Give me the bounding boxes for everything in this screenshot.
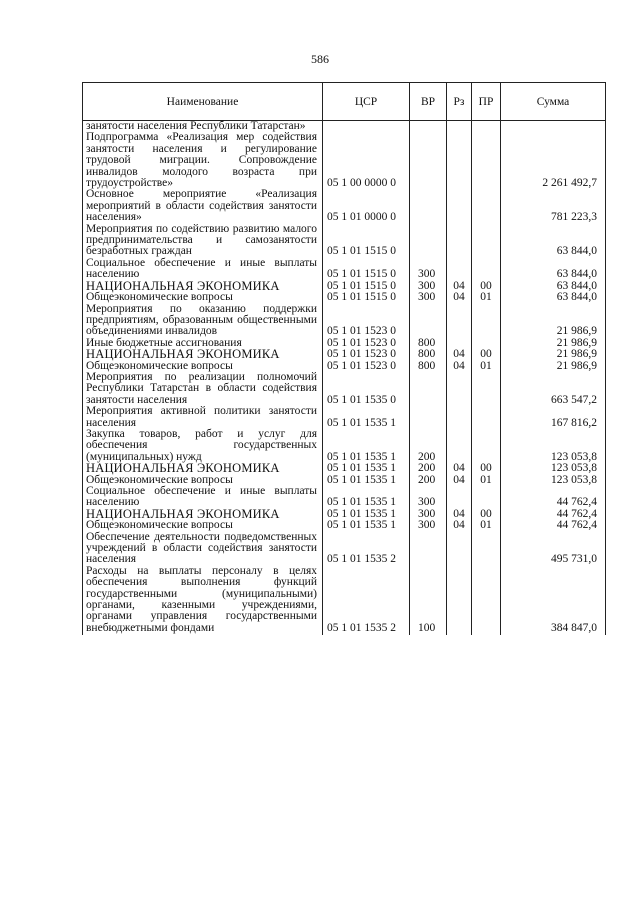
budget-table	[82, 82, 606, 635]
cell-rz	[447, 189, 472, 223]
cell-pr	[472, 132, 501, 189]
cell-csr: 05 1 01 1523 0	[323, 338, 410, 349]
cell-csr: 05 1 01 1515 0	[323, 258, 410, 281]
cell-csr	[323, 121, 410, 133]
cell-rz	[447, 258, 472, 281]
cell-sum: 167 816,2	[501, 406, 606, 429]
cell-pr	[472, 121, 501, 133]
cell-csr: 05 1 01 1523 0	[323, 349, 410, 360]
cell-csr: 05 1 01 1535 1	[323, 520, 410, 531]
cell-sum: 123 053,8	[501, 429, 606, 463]
table-row	[83, 406, 606, 429]
cell-rz: 04	[447, 281, 472, 292]
cell-vr	[410, 406, 447, 429]
table-row	[83, 349, 606, 360]
cell-sum: 44 762,4	[501, 486, 606, 509]
cell-pr: 01	[472, 361, 501, 372]
cell-csr: 05 1 01 1535 2	[323, 566, 410, 635]
cell-vr: 300	[410, 292, 447, 303]
cell-name: занятости населения Республики Татарстан»	[83, 121, 323, 133]
cell-sum: 44 762,4	[501, 509, 606, 520]
cell-name: Мероприятия по оказанию поддержки предприятиям, образованным общественными объединениями инвалидов	[83, 304, 323, 338]
cell-csr: 05 1 01 1535 2	[323, 532, 410, 566]
cell-vr: 100	[410, 566, 447, 635]
cell-name: Обеспечение деятельности подведомственных учреждений в области содействия занятости населения	[83, 532, 323, 566]
cell-pr	[472, 429, 501, 463]
cell-name: Расходы на выплаты персоналу в целях обеспечения выполнения функций государственными (муниципальными) органами, казенными учреждениями, органами управления государственными внебюджетными фондами	[83, 566, 323, 635]
table-row	[83, 304, 606, 338]
cell-rz: 04	[447, 349, 472, 360]
page-number: 586	[311, 52, 329, 66]
table-row	[83, 429, 606, 463]
cell-vr	[410, 532, 447, 566]
cell-csr: 05 1 01 1535 1	[323, 509, 410, 520]
cell-rz: 04	[447, 520, 472, 531]
cell-sum: 123 053,8	[501, 475, 606, 486]
cell-rz	[447, 132, 472, 189]
cell-sum: 21 986,9	[501, 304, 606, 338]
cell-sum: 384 847,0	[501, 566, 606, 635]
cell-csr: 05 1 01 1515 0	[323, 292, 410, 303]
table-header	[83, 83, 606, 121]
cell-vr	[410, 132, 447, 189]
table-row	[83, 486, 606, 509]
cell-sum: 21 986,9	[501, 349, 606, 360]
cell-pr: 00	[472, 349, 501, 360]
cell-vr	[410, 304, 447, 338]
cell-sum: 781 223,3	[501, 189, 606, 223]
cell-csr: 05 1 00 0000 0	[323, 132, 410, 189]
cell-name: Основное мероприятие «Реализация мероприятий в области содействия занятости населения»	[83, 189, 323, 223]
cell-vr: 300	[410, 509, 447, 520]
cell-csr: 05 1 01 1523 0	[323, 304, 410, 338]
cell-pr: 01	[472, 475, 501, 486]
cell-vr: 200	[410, 475, 447, 486]
cell-name: Общеэкономические вопросы	[83, 361, 323, 372]
cell-pr	[472, 304, 501, 338]
cell-rz: 04	[447, 463, 472, 474]
cell-csr: 05 1 01 1523 0	[323, 361, 410, 372]
cell-pr	[472, 258, 501, 281]
cell-rz: 04	[447, 475, 472, 486]
cell-name: НАЦИОНАЛЬНАЯ ЭКОНОМИКА	[83, 509, 323, 520]
cell-rz	[447, 429, 472, 463]
cell-rz	[447, 486, 472, 509]
cell-vr	[410, 224, 447, 258]
cell-pr: 00	[472, 509, 501, 520]
header-vr: ВР	[410, 83, 447, 121]
cell-sum: 21 986,9	[501, 361, 606, 372]
cell-csr: 05 1 01 1535 1	[323, 486, 410, 509]
cell-rz	[447, 304, 472, 338]
header-csr: ЦСР	[323, 83, 410, 121]
cell-rz: 04	[447, 509, 472, 520]
cell-name: Общеэкономические вопросы	[83, 520, 323, 531]
cell-name: Подпрограмма «Реализация мер содействия занятости населения и регулирование трудовой миграции. Сопровождение инвалидов молодого возраста при трудоустройстве»	[83, 132, 323, 189]
cell-sum: 663 547,2	[501, 372, 606, 406]
header-sum: Сумма	[501, 83, 606, 121]
cell-sum: 21 986,9	[501, 338, 606, 349]
cell-name: Социальное обеспечение и иные выплаты населению	[83, 486, 323, 509]
cell-pr	[472, 566, 501, 635]
header-pr: ПР	[472, 83, 501, 121]
table-row	[83, 372, 606, 406]
table-row	[83, 292, 606, 303]
cell-name: НАЦИОНАЛЬНАЯ ЭКОНОМИКА	[83, 349, 323, 360]
cell-vr: 200	[410, 429, 447, 463]
cell-name: Иные бюджетные ассигнования	[83, 338, 323, 349]
table-body	[83, 121, 606, 636]
cell-name: Мероприятия активной политики занятости населения	[83, 406, 323, 429]
cell-name: Закупка товаров, работ и услуг для обеспечения государственных (муниципальных) нужд	[83, 429, 323, 463]
cell-sum: 2 261 492,7	[501, 132, 606, 189]
table-row	[83, 224, 606, 258]
cell-vr	[410, 121, 447, 133]
cell-csr: 05 1 01 1535 1	[323, 475, 410, 486]
cell-rz	[447, 224, 472, 258]
cell-sum: 63 844,0	[501, 281, 606, 292]
cell-vr: 800	[410, 349, 447, 360]
cell-csr: 05 1 01 1515 0	[323, 281, 410, 292]
cell-rz	[447, 372, 472, 406]
cell-pr: 01	[472, 292, 501, 303]
cell-csr: 05 1 01 0000 0	[323, 189, 410, 223]
cell-rz	[447, 406, 472, 429]
cell-pr: 01	[472, 520, 501, 531]
cell-pr	[472, 486, 501, 509]
cell-name: НАЦИОНАЛЬНАЯ ЭКОНОМИКА	[83, 463, 323, 474]
cell-pr	[472, 406, 501, 429]
cell-pr	[472, 532, 501, 566]
table-row	[83, 258, 606, 281]
table-row	[83, 132, 606, 189]
cell-pr: 00	[472, 463, 501, 474]
table-row	[83, 520, 606, 531]
cell-sum: 495 731,0	[501, 532, 606, 566]
table-row	[83, 532, 606, 566]
cell-vr: 200	[410, 463, 447, 474]
cell-name: Общеэкономические вопросы	[83, 475, 323, 486]
table-row	[83, 566, 606, 635]
cell-rz: 04	[447, 292, 472, 303]
header-rz: Рз	[447, 83, 472, 121]
cell-sum: 63 844,0	[501, 258, 606, 281]
cell-csr: 05 1 01 1515 0	[323, 224, 410, 258]
cell-csr: 05 1 01 1535 1	[323, 429, 410, 463]
cell-name: Общеэкономические вопросы	[83, 292, 323, 303]
cell-rz: 04	[447, 361, 472, 372]
cell-name: Мероприятия по содействию развитию малого предпринимательства и самозанятости безработных граждан	[83, 224, 323, 258]
table-row	[83, 189, 606, 223]
cell-vr: 300	[410, 281, 447, 292]
cell-pr	[472, 372, 501, 406]
cell-pr	[472, 189, 501, 223]
cell-rz	[447, 121, 472, 133]
cell-vr	[410, 189, 447, 223]
cell-sum: 123 053,8	[501, 463, 606, 474]
cell-name: НАЦИОНАЛЬНАЯ ЭКОНОМИКА	[83, 281, 323, 292]
cell-sum: 63 844,0	[501, 292, 606, 303]
cell-vr: 800	[410, 338, 447, 349]
cell-pr: 00	[472, 281, 501, 292]
header-name: Наименование	[83, 83, 323, 121]
cell-name: Социальное обеспечение и иные выплаты населению	[83, 258, 323, 281]
cell-csr: 05 1 01 1535 1	[323, 463, 410, 474]
cell-vr: 300	[410, 486, 447, 509]
cell-sum: 44 762,4	[501, 520, 606, 531]
cell-sum: 63 844,0	[501, 224, 606, 258]
cell-csr: 05 1 01 1535 0	[323, 372, 410, 406]
cell-vr: 800	[410, 361, 447, 372]
cell-sum	[501, 121, 606, 133]
cell-vr: 300	[410, 520, 447, 531]
cell-csr: 05 1 01 1535 1	[323, 406, 410, 429]
cell-vr: 300	[410, 258, 447, 281]
cell-vr	[410, 372, 447, 406]
cell-name: Мероприятия по реализации полномочий Республики Татарстан в области содействия занятости населения	[83, 372, 323, 406]
cell-rz	[447, 566, 472, 635]
table-row	[83, 463, 606, 474]
cell-pr	[472, 224, 501, 258]
cell-rz	[447, 532, 472, 566]
